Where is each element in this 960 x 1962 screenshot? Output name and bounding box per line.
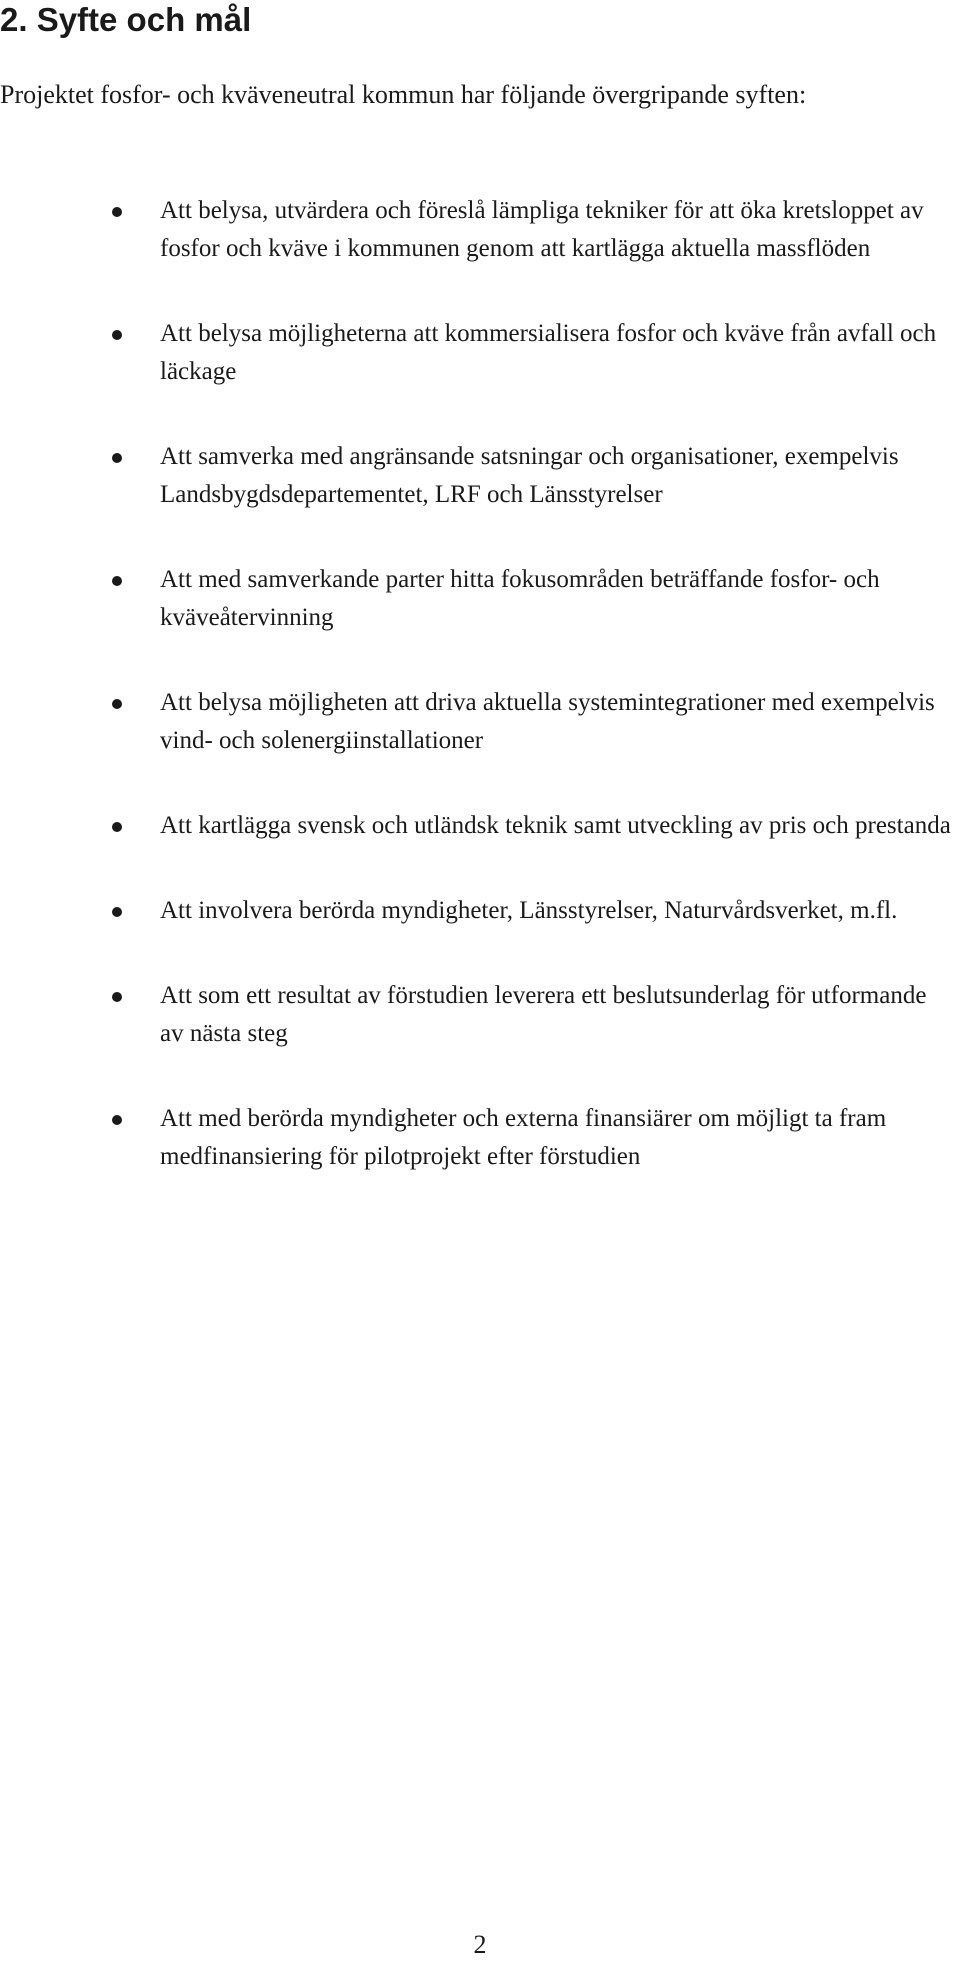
bullet-icon [112,576,122,586]
list-item-text: Att kartlägga svensk och utländsk teknik samt utveckling av pris och prestanda [160,812,951,839]
bullet-icon [112,992,122,1002]
list-item-text: Att med berörda myndigheter och externa finansiärer om möjligt ta fram medfinansiering för pilotprojekt efter förstudien [160,1105,887,1170]
list-item [0,977,960,1053]
section-heading: 2. Syfte och mål [0,1,252,38]
bullet-icon [112,822,122,832]
intro-paragraph: Projektet fosfor- och kväveneutral kommun har följande övergripande syften: [0,80,807,109]
list-item [0,684,960,760]
list-item-text: Att samverka med angränsande satsningar och organisationer, exempelvis Landsbygdsdepartementet, LRF och Länsstyrelser [160,443,899,508]
bullet-icon [112,330,122,340]
list-item [0,892,960,930]
bullet-icon [112,453,122,463]
list-item-text: Att belysa möjligheten att driva aktuella systemintegrationer med exempelvis vind- och solenergiinstallationer [160,689,935,754]
list-item [0,192,960,268]
list-item [0,807,960,845]
bullet-icon [112,207,122,217]
list-item-text: Att med samverkande parter hitta fokusområden beträffande fosfor- och kväveåtervinning [160,566,880,631]
list-item-text: Att som ett resultat av förstudien leverera ett beslutsunderlag för utformande av nästa steg [160,982,927,1047]
purpose-list [0,192,960,1223]
page-number: 2 [473,1930,487,1959]
bullet-icon [112,699,122,709]
list-item [0,438,960,514]
list-item-text: Att belysa, utvärdera och föreslå lämpliga tekniker för att öka kretsloppet av fosfor och kväve i kommunen genom att kartlägga aktuella massflöden [160,197,924,262]
bullet-icon [112,907,122,917]
list-item [0,315,960,391]
list-item-text: Att belysa möjligheterna att kommersialisera fosfor och kväve från avfall och läckage [160,320,937,385]
list-item [0,1100,960,1176]
bullet-icon [112,1115,122,1125]
list-item-text: Att involvera berörda myndigheter, Länsstyrelser, Naturvårdsverket, m.fl. [160,897,898,924]
list-item [0,561,960,637]
